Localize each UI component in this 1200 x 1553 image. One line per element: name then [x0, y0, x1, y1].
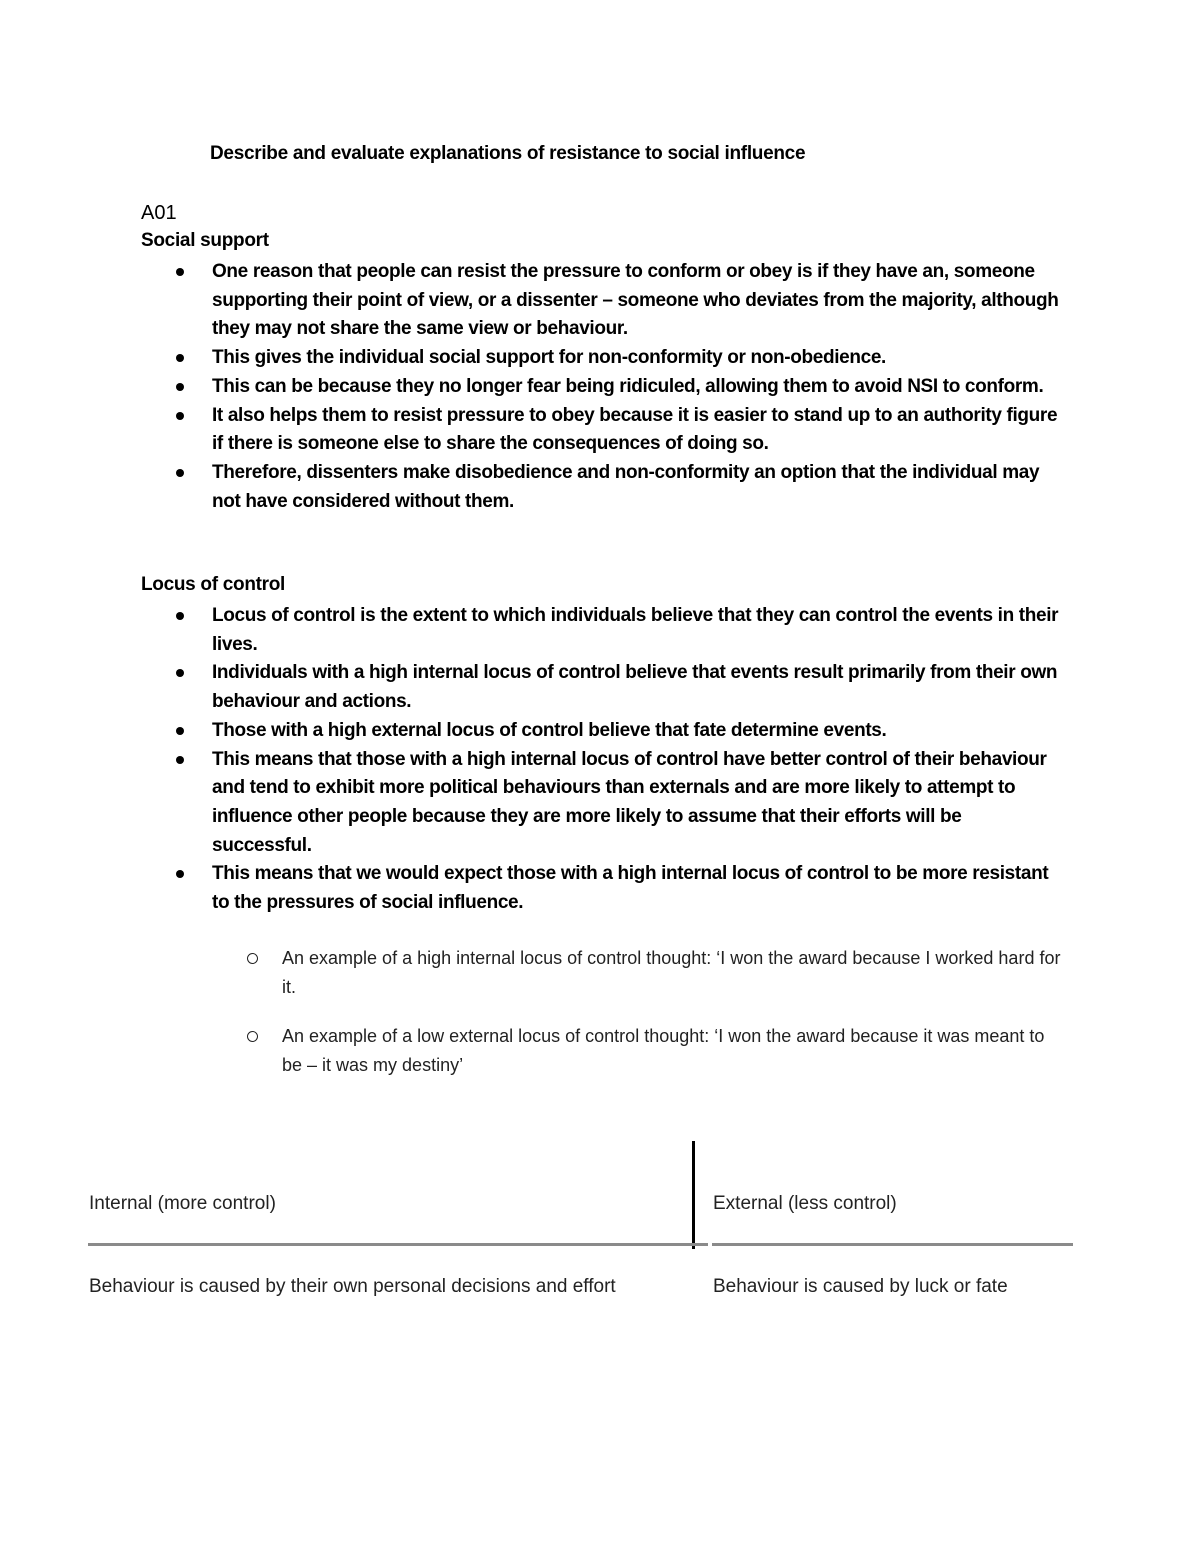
external-description: Behaviour is caused by luck or fate: [713, 1276, 1008, 1297]
list-item: [141, 746, 1061, 861]
list-item-text: Therefore, dissenters make disobedience and non-conformity an option that the individual may not have considered without them.: [212, 461, 1040, 512]
list-item-text: Individuals with a high internal locus of control believe that events result primarily from their own behaviour and actions.: [212, 662, 1058, 713]
example-item: [243, 944, 1063, 1001]
page-title: Describe and evaluate explanations of resistance to social influence: [210, 143, 806, 164]
internal-header: Internal (more control): [89, 1193, 276, 1214]
bullet-icon: [176, 354, 184, 362]
list-item-text: It also helps them to resist pressure to obey because it is easier to stand up to an authority figure if there is someone else to share the consequences of doing so.: [212, 404, 1058, 455]
bullet-icon: [176, 268, 184, 276]
example-text: An example of a low external locus of control thought: ‘I won the award because it was meant to be – it was my destiny’: [282, 1026, 1045, 1075]
list-item: [141, 373, 1061, 402]
table-horizontal-rule-right: [712, 1243, 1073, 1246]
list-item: [141, 344, 1061, 373]
table-vertical-divider: [692, 1141, 695, 1249]
list-item-text: Those with a high external locus of control believe that fate determine events.: [212, 719, 887, 741]
circle-bullet-icon: [247, 953, 258, 964]
list-item: [141, 602, 1061, 659]
bullet-icon: [176, 756, 184, 764]
bullet-icon: [176, 469, 184, 477]
bullet-icon: [176, 727, 184, 735]
list-item-text: This means that we would expect those with a high internal locus of control to be more resistant to the pressures of social influence.: [212, 863, 1049, 914]
ao-label: A01: [141, 202, 177, 224]
list-item: [141, 402, 1061, 459]
example-list-external: [243, 1022, 1063, 1079]
list-item-text: This means that those with a high internal locus of control have better control of their behaviour and tend to exhibit more political behaviours than externals and are more likely to attempt to influence other people because they are more likely to assume that their efforts will be successful.: [212, 748, 1047, 856]
bullet-icon: [176, 870, 184, 878]
section-heading-social-support: Social support: [141, 230, 269, 251]
list-item-text: One reason that people can resist the pressure to conform or obey is if they have an, someone supporting their point of view, or a dissenter – someone who deviates from the majority, although they may not share the same view or behaviour.: [212, 261, 1059, 340]
list-item-text: This can be because they no longer fear being ridiculed, allowing them to avoid NSI to conform.: [212, 375, 1044, 397]
list-item: [141, 860, 1061, 917]
example-list-internal: [243, 944, 1063, 1001]
table-horizontal-rule-left: [88, 1243, 708, 1246]
circle-bullet-icon: [247, 1031, 258, 1042]
list-item: [141, 459, 1061, 516]
list-item: [141, 717, 1061, 746]
bullet-icon: [176, 669, 184, 677]
list-item: [141, 659, 1061, 716]
internal-description: Behaviour is caused by their own personal decisions and effort: [89, 1276, 616, 1297]
bullet-icon: [176, 612, 184, 620]
social-support-bullet-list: [141, 258, 1061, 516]
list-item: [141, 258, 1061, 344]
list-item-text: Locus of control is the extent to which individuals believe that they can control the events in their lives.: [212, 605, 1059, 655]
bullet-icon: [176, 412, 184, 420]
bullet-icon: [176, 383, 184, 391]
locus-of-control-bullet-list: [141, 602, 1061, 918]
list-item-text: This gives the individual social support for non-conformity or non-obedience.: [212, 347, 886, 369]
example-text: An example of a high internal locus of control thought: ‘I won the award because I worked hard for it.: [282, 948, 1061, 997]
section-heading-locus-of-control: Locus of control: [141, 574, 286, 595]
example-item: [243, 1022, 1063, 1079]
external-header: External (less control): [713, 1193, 897, 1214]
